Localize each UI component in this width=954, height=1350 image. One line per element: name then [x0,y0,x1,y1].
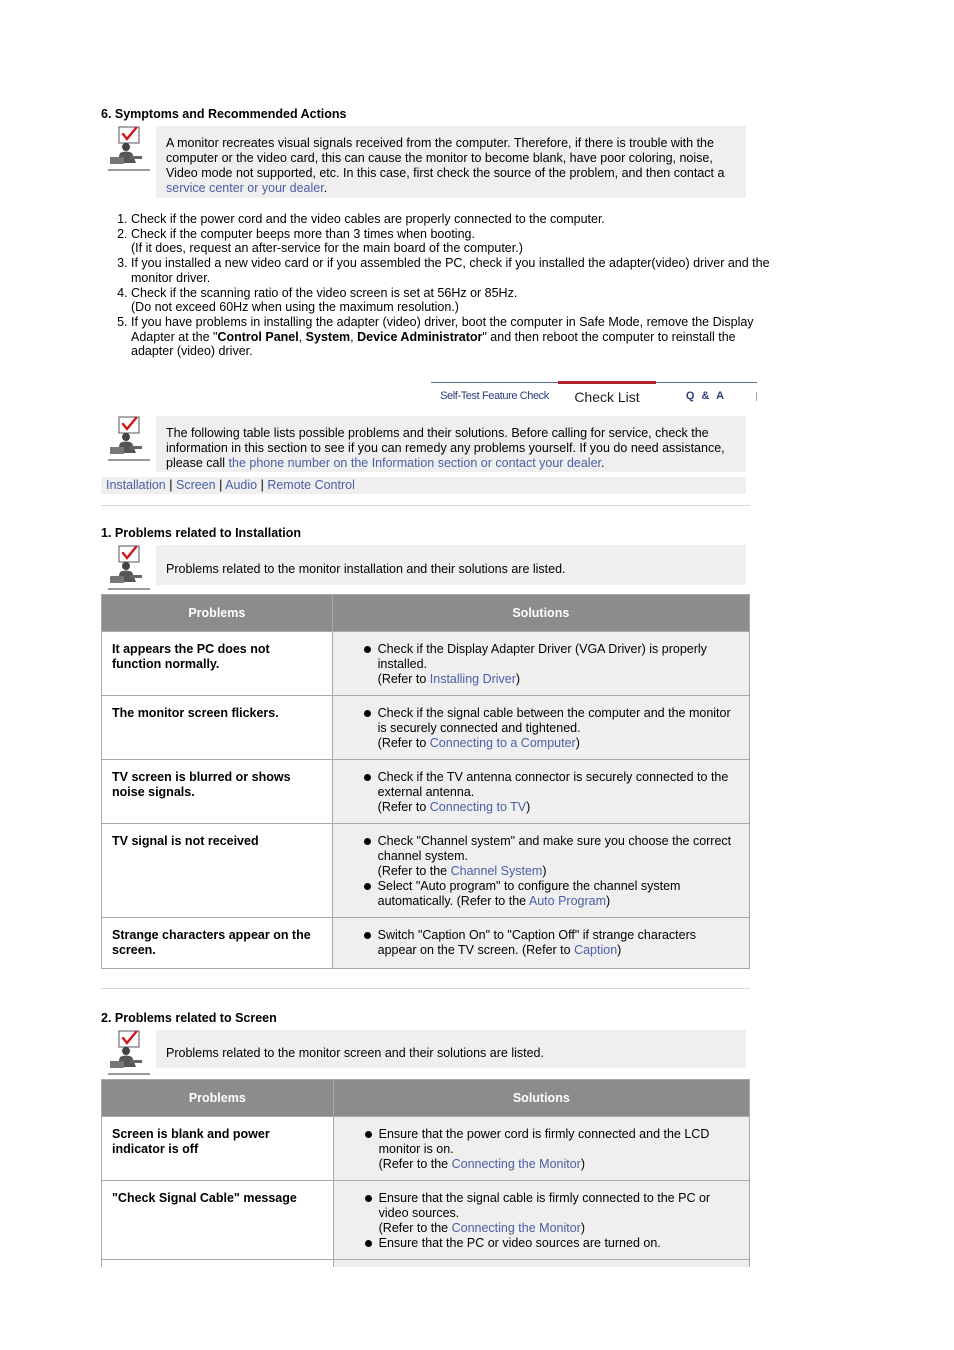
table-row [102,632,750,696]
channel-system-link[interactable]: Channel System [450,864,543,878]
list-item: Switch "Caption On" to "Caption Off" if strange characters appear on the TV screen. (Refer to Caption) [378,928,735,958]
list-item: 1. Check if the power cord and the video cables are properly connected to the computer. [131,212,771,227]
nav-installation-link[interactable]: Installation [106,478,166,492]
column-header-problems: Problems [102,1080,334,1117]
checklist-person-icon [106,416,152,462]
list-item: Check if the signal cable between the computer and the monitor is securely connected and tightened. (Refer to Connecting to a Computer) [378,706,735,751]
table-row [102,1117,750,1181]
note-box-screen [156,1030,746,1068]
installation-problems-table [101,594,750,969]
solution-cell [332,760,749,824]
list-item: 5. If you have problems in installing the adapter (video) driver, boot the computer in Safe Mode, remove the Display Adapter at the "Control Panel, System, Device Administrator" and then reboot the computer to reinstall the adapter (video) driver. [131,315,771,359]
note-text: A monitor recreates visual signals received from the computer. Therefore, if there is trouble with the computer or the video card, this can cause the monitor to become blank, have poor coloring, noise, Video mode not supported, etc. In this case, first check the source of the problem, and then contact a service center or your dealer. [166,136,725,195]
checklist-person-icon [106,1030,152,1076]
section-title-symptoms: 6. Symptoms and Recommended Actions [101,107,347,121]
screen-problems-table [101,1079,750,1267]
note-text: The following table lists possible problems and their solutions. Before calling for service, check the information in this section to see if you can remedy any problems yourself. If you do need assistance, please call the phone number on the Information section or contact your dealer. [166,426,725,470]
section-title-screen: 2. Problems related to Screen [101,1011,277,1025]
table-header-row [102,1080,750,1117]
solution-cell [333,1117,749,1181]
list-item: 3. If you installed a new video card or if you assembled the PC, check if you installed the adapter(video) driver and the monitor driver. [131,256,771,285]
solution-cell [333,1181,749,1260]
nav-audio-link[interactable]: Audio [225,478,258,492]
column-header-solutions: Solutions [332,595,749,632]
tab-qa[interactable]: Q & A [685,390,727,402]
list-item: 2. Check if the computer beeps more than 3 times when booting. (If it does, request an after-service for the main board of the computer.) [131,227,771,256]
list-item: Check if the TV antenna connector is securely connected to the external antenna. (Refer to Connecting to TV) [378,770,735,815]
list-item: Check if the Display Adapter Driver (VGA Driver) is properly installed. (Refer to Installing Driver) [378,642,735,687]
note-box-symptoms [156,126,746,198]
note-text: Problems related to the monitor screen and their solutions are listed. [166,1046,544,1060]
installing-driver-link[interactable]: Installing Driver [429,672,516,686]
section-title-installation: 1. Problems related to Installation [101,526,302,540]
service-center-link[interactable]: service center or your dealer [166,181,324,195]
table-row [102,696,750,760]
tab-divider [756,392,757,401]
note-box-checklist [156,416,746,472]
table-header-row [102,595,750,632]
solution-cell [332,696,749,760]
list-item: Ensure that the PC or video sources are turned on. [379,1236,735,1251]
phone-number-link[interactable]: the phone number on the Information section or contact your dealer [228,456,602,470]
connecting-monitor-link[interactable]: Connecting the Monitor [451,1157,581,1171]
solution-cell [332,632,749,696]
solution-cell [333,1260,749,1268]
checklist-person-icon [106,126,152,172]
column-header-solutions: Solutions [333,1080,749,1117]
table-row [102,1260,750,1268]
solution-cell [332,918,749,969]
nav-screen-link[interactable]: Screen [175,478,216,492]
tab-self-test[interactable]: Self-Test Feature Check [440,390,549,402]
note-text: Problems related to the monitor installation and their solutions are listed. [166,562,566,576]
divider [101,988,750,989]
problem-cell: TV screen is blurred or shows noise signals. [102,760,333,824]
caption-link[interactable]: Caption [574,943,618,957]
list-item: 4. Check if the scanning ratio of the video screen is set at 56Hz or 85Hz. (Do not exceed 60Hz when using the maximum resolution.) [131,286,771,315]
note-box-installation [156,545,746,585]
divider [101,505,750,506]
list-item: Check "Channel system" and make sure you choose the correct channel system. (Refer to the Channel System) [378,834,735,879]
checklist-person-icon [106,545,152,591]
screen-table-clip [0,1079,954,1267]
tab-check-list[interactable]: Check List [558,381,656,410]
problem-cell: Strange characters appear on the screen. [102,918,333,969]
recommended-steps-list [101,212,771,359]
connecting-computer-link[interactable]: Connecting to a Computer [429,736,576,750]
problem-cell: It appears the PC does not function normally. [102,632,333,696]
problem-cell: The monitor screen flickers. [102,696,333,760]
problem-cell: "Check Signal Cable" message [102,1181,334,1260]
problem-cell: Screen is blank and power indicator is off [102,1117,334,1181]
list-item: Ensure that the signal cable is firmly connected to the PC or video sources. (Refer to the Connecting the Monitor) [379,1191,735,1236]
table-row [102,760,750,824]
column-header-problems: Problems [102,595,333,632]
list-item: Select "Auto program" to configure the channel system automatically. (Refer to the Auto Program) [378,879,735,909]
connecting-monitor-link[interactable]: Connecting the Monitor [451,1221,581,1235]
table-row [102,918,750,969]
table-row [102,1181,750,1260]
solution-cell [332,824,749,918]
list-item: Ensure that the power cord is firmly connected and the LCD monitor is on. (Refer to the Connecting the Monitor) [379,1127,735,1172]
problem-cell [102,1260,334,1268]
auto-program-link[interactable]: Auto Program [528,894,607,908]
table-row [102,824,750,918]
connecting-tv-link[interactable]: Connecting to TV [429,800,527,814]
problem-cell: TV signal is not received [102,824,333,918]
section-nav: Installation | Screen | Audio | Remote Control [101,477,746,494]
tab-bar [431,382,757,409]
nav-remote-control-link[interactable]: Remote Control [267,478,355,492]
